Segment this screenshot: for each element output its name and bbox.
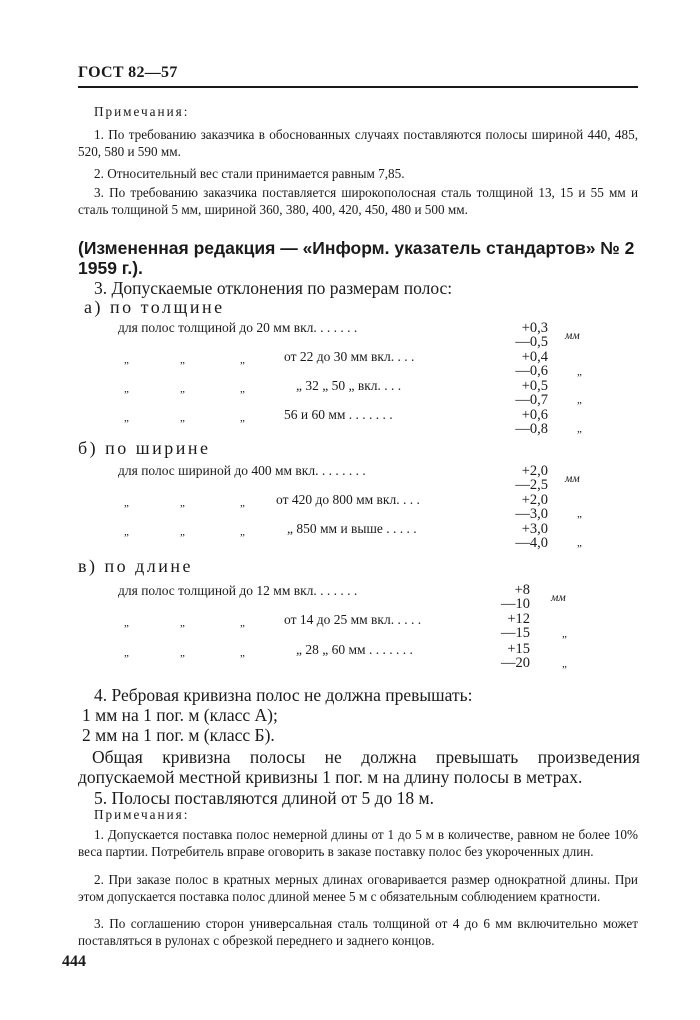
length-row-2: от 14 до 25 мм вкл. . . . . [284, 612, 422, 627]
ditto-mark: „ [124, 526, 129, 538]
ditto-mark: „ [240, 383, 245, 395]
width-tol-3: +3,0 —4,0 [515, 521, 548, 551]
ditto-mark: „ [180, 497, 185, 509]
thickness-row-3: „ 32 „ 50 „ вкл. . . . [296, 378, 402, 393]
thickness-tol-4: +0,6 —0,8 [515, 407, 548, 437]
section4-line-1: 1 мм на 1 пог. м (класс А); [82, 705, 278, 725]
ditto-mark: „ [577, 537, 582, 549]
length-tol-3: +15 —20 [501, 641, 530, 671]
width-row-3: „ 850 мм и выше . . . . . [287, 521, 417, 536]
ditto-mark: „ [180, 647, 185, 659]
notes2-item-3: 3. По соглашению сторон универсальная сталь толщиной от 4 до 6 мм включительно может поставляться в рулонах с обрезкой переднего и заднего концов. [78, 916, 638, 948]
ditto-mark: „ [240, 354, 245, 366]
ditto-mark: „ [124, 647, 129, 659]
length-row-1: для полос толщиной до 12 мм вкл. . . . . . . [118, 583, 358, 598]
thickness-row-4: 56 и 60 мм . . . . . . . [284, 407, 393, 422]
ditto-mark: „ [577, 423, 582, 435]
notes1-item-1: 1. По требованию заказчика в обоснованных случаях поставляются полосы шириной 440, 485, 520, 580 и 590 мм. [78, 127, 638, 159]
length-head: в) по длине [78, 556, 194, 576]
ditto-mark: „ [180, 617, 185, 629]
ditto-mark: „ [180, 383, 185, 395]
length-tol-1: +8 —10 [501, 582, 530, 612]
notes2-title: Примечания: [94, 807, 190, 822]
length-tol-2: +12 —15 [501, 611, 530, 641]
notes2-item-1: 1. Допускается поставка полос немерной длины от 1 до 5 м в количестве, равном не более 10% веса партии. Потребитель вправе оговорить в заказе поставку полос без укороченных длин. [78, 827, 638, 859]
ditto-mark: „ [577, 366, 582, 378]
revision-note: (Измененная редакция — «Информ. указатель стандартов» № 2 1959 г.). [78, 238, 635, 278]
ditto-mark: „ [562, 658, 567, 670]
page-number: 444 [62, 953, 86, 970]
length-row-3: „ 28 „ 60 мм . . . . . . . [296, 642, 413, 657]
section3-title: 3. Допускаемые отклонения по размерам полос: [94, 278, 453, 298]
width-row-1: для полос шириной до 400 мм вкл. . . . . . . . [118, 463, 366, 478]
width-row-2: от 420 до 800 мм вкл. . . . [276, 492, 420, 507]
length-unit: мм [551, 592, 566, 604]
thickness-unit: мм [565, 330, 580, 342]
header-rule [78, 86, 638, 88]
width-unit: мм [565, 473, 580, 485]
ditto-mark: „ [124, 497, 129, 509]
section4-title: 4. Ребровая кривизна полос не должна превышать: [94, 685, 473, 705]
section4-general: Общая кривизна полосы не должна превышать произведения допускаемой местной кривизны 1 пог. м на длину полосы в метрах. [78, 747, 640, 787]
width-tol-2: +2,0 —3,0 [515, 492, 548, 522]
ditto-mark: „ [240, 647, 245, 659]
doc-code-header: ГОСТ 82—57 [78, 64, 178, 81]
ditto-mark: „ [124, 354, 129, 366]
ditto-mark: „ [124, 617, 129, 629]
ditto-mark: „ [577, 394, 582, 406]
notes1-item-2: 2. Относительный вес стали принимается равным 7,85. [94, 166, 405, 181]
thickness-tol-2: +0,4 —0,6 [515, 349, 548, 379]
ditto-mark: „ [577, 508, 582, 520]
ditto-mark: „ [180, 412, 185, 424]
thickness-tol-3: +0,5 —0,7 [515, 378, 548, 408]
ditto-mark: „ [240, 412, 245, 424]
width-tol-1: +2,0 —2,5 [515, 463, 548, 493]
notes1-item-3: 3. По требованию заказчика поставляется широкополосная сталь толщиной 13, 15 и 55 мм и сталь толщиной 5 мм, шириной 360, 380, 400, 420, 450, 480 и 500 мм. [78, 185, 638, 217]
ditto-mark: „ [562, 628, 567, 640]
notes2-item-2: 2. При заказе полос в кратных мерных длинах оговаривается размер однократной длины. При этом допускается поставка полос длиной менее 5 м с обязательным соблюдением кратности. [78, 872, 638, 904]
thickness-head: а) по толщине [84, 297, 225, 317]
ditto-mark: „ [240, 497, 245, 509]
notes1-title: Примечания: [94, 104, 190, 119]
thickness-row-2: от 22 до 30 мм вкл. . . . [284, 349, 415, 364]
thickness-row-1: для полос толщиной до 20 мм вкл. . . . . . . [118, 320, 358, 335]
ditto-mark: „ [180, 354, 185, 366]
section5-title: 5. Полосы поставляются длиной от 5 до 18 м. [94, 788, 435, 808]
thickness-tol-1: +0,3 —0,5 [515, 320, 548, 350]
ditto-mark: „ [124, 412, 129, 424]
section4-line-2: 2 мм на 1 пог. м (класс Б). [82, 725, 275, 745]
ditto-mark: „ [180, 526, 185, 538]
width-head: б) по ширине [78, 438, 211, 458]
ditto-mark: „ [240, 526, 245, 538]
ditto-mark: „ [240, 617, 245, 629]
ditto-mark: „ [124, 383, 129, 395]
